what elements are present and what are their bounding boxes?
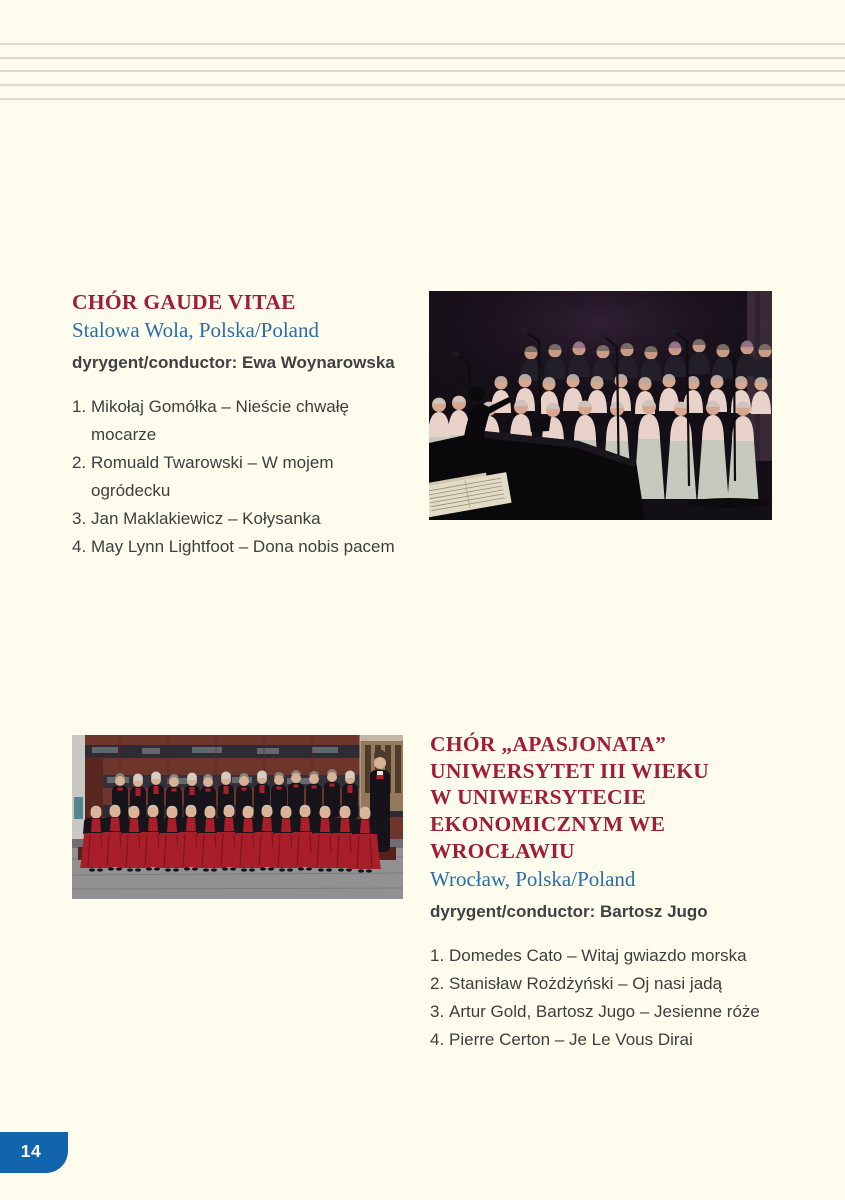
repertoire-list: [72, 393, 417, 561]
choir-title-line: CHÓR GAUDE VITAE: [72, 290, 296, 314]
repertoire-line: Stanisław Rożdżyński – Oj nasi jadą: [449, 973, 723, 993]
choir-location: Wrocław, Polska/Poland: [430, 866, 636, 891]
choir-section-apasjonata: [430, 731, 780, 1054]
repertoire-line: May Lynn Lightfoot – Dona nobis pacem: [91, 536, 395, 556]
repertoire-line: Jan Maklakiewicz – Kołysanka: [91, 508, 321, 528]
choir-stage-photo: [429, 291, 772, 520]
repertoire-number: 1.: [430, 945, 445, 965]
repertoire-line: Artur Gold, Bartosz Jugo – Jesienne róże: [449, 1001, 760, 1021]
choir-group-illustration: [72, 735, 403, 899]
repertoire-item: [72, 505, 417, 533]
repertoire-list: [430, 942, 780, 1054]
staff-line: [0, 57, 845, 59]
repertoire-line: Domedes Cato – Witaj gwiazdo morska: [449, 945, 747, 965]
repertoire-item: [72, 393, 417, 449]
repertoire-line: ogródecku: [91, 480, 171, 500]
repertoire-number: 1.: [72, 396, 87, 416]
choir-title-line: W UNIWERSYTECIE: [430, 785, 647, 810]
choir-title: [72, 289, 417, 316]
conductor-line: dyrygent/conductor: Ewa Woynarowska: [72, 352, 395, 372]
repertoire-line: Mikołaj Gomółka – Nieście chwałę: [91, 396, 349, 416]
staff-line: [0, 84, 845, 86]
page-number-badge: [0, 1132, 68, 1173]
choir-stage-illustration: [429, 291, 772, 520]
repertoire-number: 2.: [72, 452, 87, 472]
repertoire-line: Pierre Certon – Je Le Vous Dirai: [449, 1029, 693, 1049]
repertoire-item: [430, 1026, 780, 1054]
staff-line: [0, 98, 845, 100]
choir-title-line: WROCŁAWIU: [430, 838, 575, 863]
page-number: 14: [20, 1141, 42, 1161]
repertoire-item: [430, 942, 780, 970]
repertoire-item: [430, 970, 780, 998]
repertoire-number: 4.: [430, 1029, 445, 1049]
choir-title-line: EKONOMICZNYM WE: [430, 812, 666, 837]
repertoire-line: mocarze: [91, 424, 157, 444]
repertoire-number: 4.: [72, 536, 87, 556]
staff-line: [0, 43, 845, 45]
choir-title: [430, 731, 780, 865]
repertoire-item: [72, 449, 417, 505]
choir-section-gaude-vitae: [72, 289, 417, 561]
repertoire-item: [430, 998, 780, 1026]
choir-location: Stalowa Wola, Polska/Poland: [72, 317, 319, 342]
choir-title-line: UNIWERSYTET III WIEKU: [430, 758, 710, 783]
choir-title-line: CHÓR „APASJONATA”: [430, 732, 667, 756]
repertoire-line: Romuald Twarowski – W mojem: [91, 452, 334, 472]
choir-group-photo: [72, 735, 403, 899]
repertoire-item: [72, 533, 417, 561]
staff-line: [0, 70, 845, 72]
conductor-line: dyrygent/conductor: Bartosz Jugo: [430, 901, 708, 921]
repertoire-number: 3.: [72, 508, 87, 528]
repertoire-number: 3.: [430, 1001, 445, 1021]
repertoire-number: 2.: [430, 973, 445, 993]
